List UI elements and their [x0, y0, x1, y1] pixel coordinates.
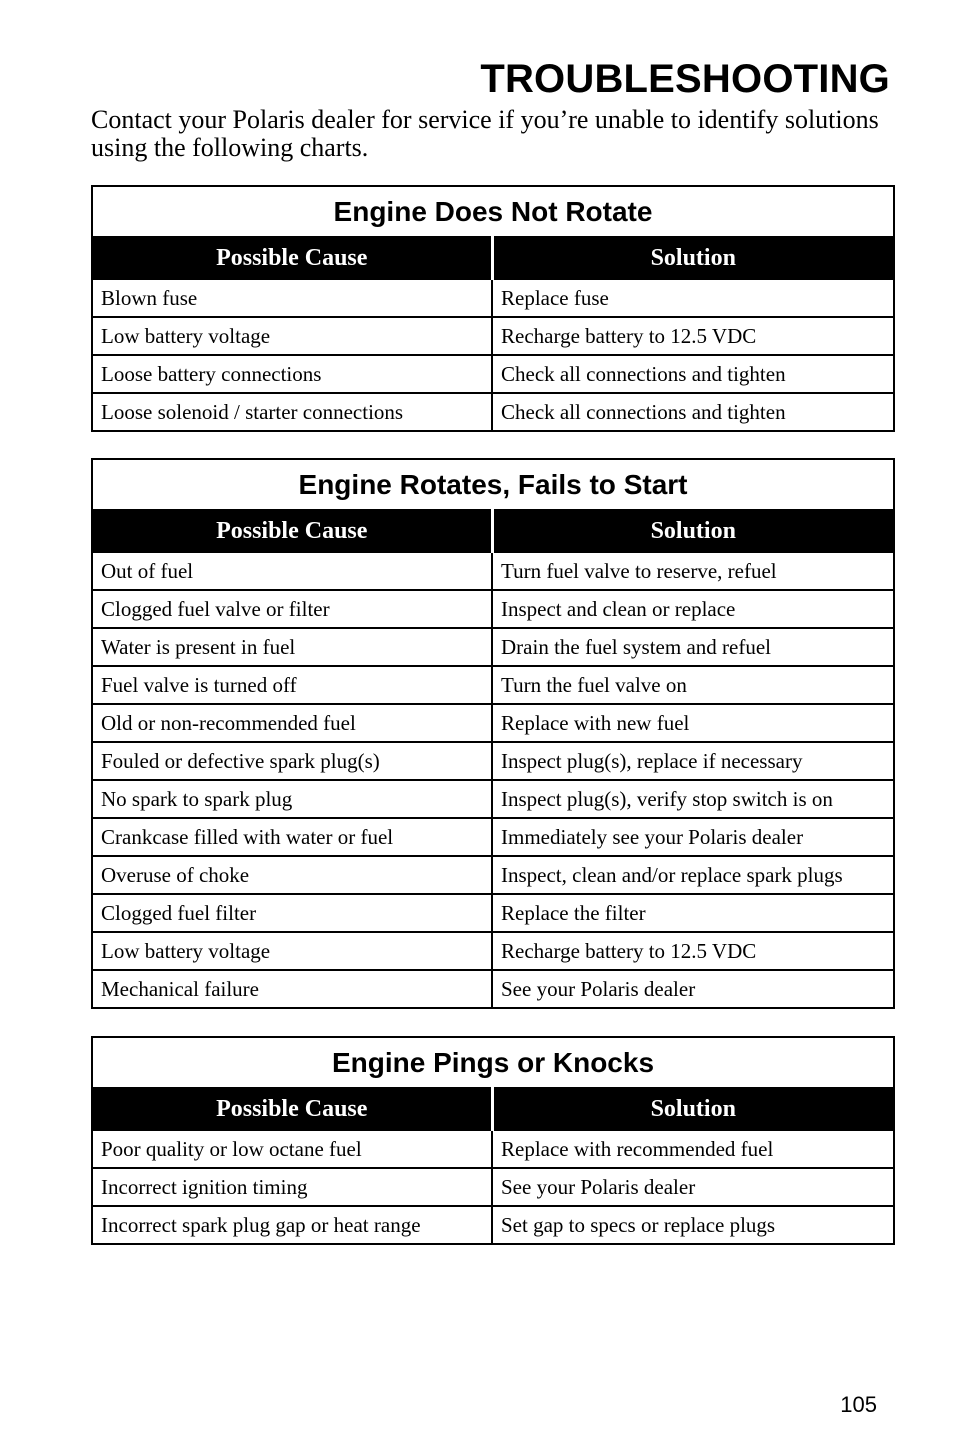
solution-cell: Recharge battery to 12.5 VDC — [492, 932, 894, 970]
column-header-possible-cause: Possible Cause — [92, 1088, 492, 1130]
solution-cell: Immediately see your Polaris dealer — [492, 818, 894, 856]
cause-cell: Water is present in fuel — [92, 628, 492, 666]
table-row — [92, 1130, 894, 1168]
chart-engine-pings-or-knocks — [91, 1036, 895, 1245]
cause-cell: Mechanical failure — [92, 970, 492, 1008]
table-row — [92, 628, 894, 666]
cause-cell: Old or non-recommended fuel — [92, 704, 492, 742]
page-number: 105 — [840, 1392, 877, 1417]
table-row — [92, 970, 894, 1008]
cause-cell: Fouled or defective spark plug(s) — [92, 742, 492, 780]
cause-cell: Poor quality or low octane fuel — [92, 1130, 492, 1168]
chart-engine-rotates-fails-to-start — [91, 458, 895, 1009]
cause-cell: Loose battery connections — [92, 355, 492, 393]
column-header-possible-cause: Possible Cause — [92, 237, 492, 279]
solution-cell: Replace with recommended fuel — [492, 1130, 894, 1168]
table-row — [92, 279, 894, 317]
solution-cell: Inspect, clean and/or replace spark plugs — [492, 856, 894, 894]
cause-cell: Loose solenoid / starter connections — [92, 393, 492, 431]
cause-cell: Blown fuse — [92, 279, 492, 317]
table-row — [92, 666, 894, 704]
cause-cell: Out of fuel — [92, 552, 492, 590]
cause-cell: Clogged fuel valve or filter — [92, 590, 492, 628]
table-row — [92, 1168, 894, 1206]
column-header-solution: Solution — [492, 237, 894, 279]
chart-title: Engine Rotates, Fails to Start — [92, 459, 894, 510]
table-row — [92, 317, 894, 355]
table-row — [92, 780, 894, 818]
solution-cell: Replace fuse — [492, 279, 894, 317]
table-row — [92, 818, 894, 856]
solution-cell: Check all connections and tighten — [492, 355, 894, 393]
table-row — [92, 856, 894, 894]
solution-cell: Drain the fuel system and refuel — [492, 628, 894, 666]
solution-cell: Replace the filter — [492, 894, 894, 932]
chart-engine-does-not-rotate — [91, 185, 895, 432]
cause-cell: Crankcase filled with water or fuel — [92, 818, 492, 856]
solution-cell: Inspect plug(s), replace if necessary — [492, 742, 894, 780]
page-title: TROUBLESHOOTING — [480, 57, 890, 101]
cause-cell: Incorrect ignition timing — [92, 1168, 492, 1206]
intro-text: Contact your Polaris dealer for service if you’re unable to identify solutions using the following charts. — [91, 105, 879, 162]
cause-cell: Low battery voltage — [92, 932, 492, 970]
cause-cell: No spark to spark plug — [92, 780, 492, 818]
cause-cell: Incorrect spark plug gap or heat range — [92, 1206, 492, 1244]
table-row — [92, 742, 894, 780]
table-row — [92, 704, 894, 742]
table-row — [92, 932, 894, 970]
solution-cell: Recharge battery to 12.5 VDC — [492, 317, 894, 355]
table-row — [92, 590, 894, 628]
solution-cell: See your Polaris dealer — [492, 1168, 894, 1206]
solution-cell: Set gap to specs or replace plugs — [492, 1206, 894, 1244]
table-row — [92, 355, 894, 393]
cause-cell: Fuel valve is turned off — [92, 666, 492, 704]
chart-title: Engine Does Not Rotate — [92, 186, 894, 237]
cause-cell: Clogged fuel filter — [92, 894, 492, 932]
column-header-possible-cause: Possible Cause — [92, 510, 492, 552]
solution-cell: See your Polaris dealer — [492, 970, 894, 1008]
cause-cell: Overuse of choke — [92, 856, 492, 894]
table-row — [92, 894, 894, 932]
solution-cell: Inspect and clean or replace — [492, 590, 894, 628]
table-row — [92, 393, 894, 431]
chart-title: Engine Pings or Knocks — [92, 1037, 894, 1088]
cause-cell: Low battery voltage — [92, 317, 492, 355]
solution-cell: Inspect plug(s), verify stop switch is on — [492, 780, 894, 818]
solution-cell: Turn fuel valve to reserve, refuel — [492, 552, 894, 590]
table-row — [92, 1206, 894, 1244]
column-header-solution: Solution — [492, 1088, 894, 1130]
solution-cell: Turn the fuel valve on — [492, 666, 894, 704]
column-header-solution: Solution — [492, 510, 894, 552]
table-row — [92, 552, 894, 590]
solution-cell: Check all connections and tighten — [492, 393, 894, 431]
solution-cell: Replace with new fuel — [492, 704, 894, 742]
